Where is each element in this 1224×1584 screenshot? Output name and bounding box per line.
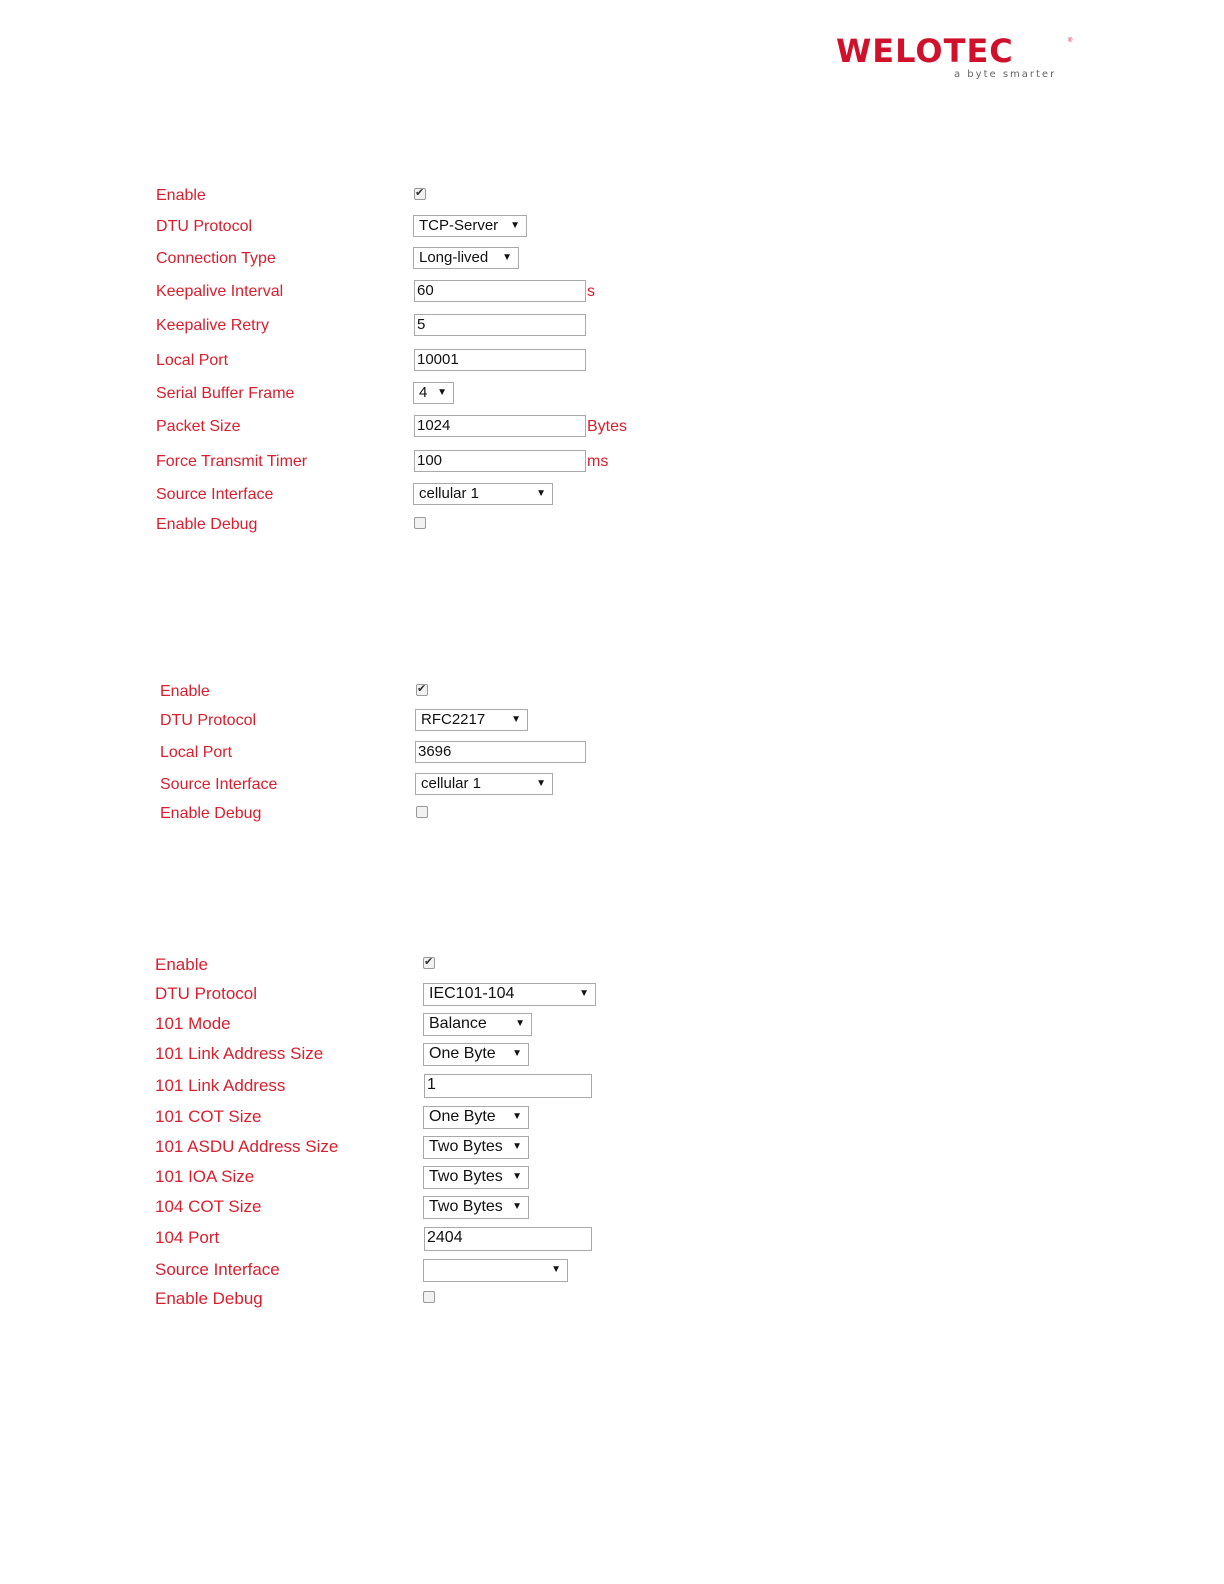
mode-101-label: 101 Mode [155, 1014, 231, 1033]
cot-size-104-label: 104 COT Size [155, 1197, 262, 1216]
chevron-down-icon: ▼ [512, 1141, 522, 1152]
chevron-down-icon: ▼ [437, 387, 447, 398]
serial-buffer-frame-value: 4 [419, 384, 428, 401]
ioa-size-101-label: 101 IOA Size [155, 1167, 255, 1186]
source-interface-select[interactable] [423, 1259, 568, 1282]
packet-size-input[interactable]: 1024 [414, 415, 586, 437]
chevron-down-icon: ▼ [536, 488, 546, 499]
source-interface-label: Source Interface [156, 486, 274, 503]
link-address-size-101-value: One Byte [429, 1045, 496, 1062]
source-interface-value: cellular 1 [419, 485, 480, 502]
cot-size-101-value: One Byte [429, 1108, 496, 1125]
serial-buffer-frame-select[interactable] [413, 382, 454, 404]
chevron-down-icon: ▼ [551, 1264, 561, 1275]
dtu-protocol-label: DTU Protocol [160, 712, 257, 729]
connection-type-label: Connection Type [156, 250, 276, 267]
chevron-down-icon: ▼ [511, 714, 521, 725]
chevron-down-icon: ▼ [512, 1048, 522, 1059]
registered-mark: ® [1068, 38, 1073, 44]
chevron-down-icon: ▼ [579, 988, 589, 999]
enable-label: Enable [156, 187, 206, 204]
ioa-size-101-select[interactable] [423, 1166, 529, 1189]
force-transmit-timer-input[interactable]: 100 [414, 450, 586, 472]
logo-tagline: a byte smarter [954, 69, 1057, 80]
enable-label: Enable [160, 683, 210, 700]
logo-wordmark: WELOTEC [836, 32, 1014, 70]
source-interface-label: Source Interface [155, 1260, 280, 1279]
dtu-protocol-value: TCP-Server [419, 217, 499, 234]
asdu-address-size-101-label: 101 ASDU Address Size [155, 1137, 339, 1156]
keepalive-retry-input[interactable]: 5 [414, 314, 586, 336]
chevron-down-icon: ▼ [536, 778, 546, 789]
keepalive-interval-unit: s [587, 283, 595, 300]
enable-checkbox[interactable] [416, 684, 428, 696]
mode-101-select[interactable] [423, 1013, 532, 1036]
port-104-input[interactable]: 2404 [424, 1227, 592, 1251]
enable-debug-checkbox[interactable] [416, 806, 428, 818]
force-transmit-timer-unit: ms [587, 453, 609, 470]
connection-type-select[interactable] [413, 247, 519, 269]
asdu-address-size-101-value: Two Bytes [429, 1138, 503, 1155]
dtu-protocol-label: DTU Protocol [155, 984, 258, 1003]
ioa-size-101-value: Two Bytes [429, 1168, 503, 1185]
cot-size-101-label: 101 COT Size [155, 1107, 262, 1126]
cot-size-104-select[interactable] [423, 1196, 529, 1219]
port-104-label: 104 Port [155, 1228, 220, 1247]
link-address-101-input[interactable]: 1 [424, 1074, 592, 1098]
serial-buffer-frame-label: Serial Buffer Frame [156, 385, 295, 402]
link-address-size-101-label: 101 Link Address Size [155, 1044, 324, 1063]
local-port-label: Local Port [156, 352, 229, 369]
enable-label: Enable [155, 955, 208, 974]
dtu-protocol-label: DTU Protocol [156, 218, 253, 235]
dtu-protocol-value: RFC2217 [421, 711, 486, 728]
dtu-protocol-select[interactable] [423, 983, 596, 1006]
keepalive-interval-label: Keepalive Interval [156, 283, 284, 300]
enable-debug-label: Enable Debug [160, 805, 262, 822]
source-interface-value: cellular 1 [421, 775, 482, 792]
keepalive-interval-input[interactable]: 60 [414, 280, 586, 302]
local-port-input[interactable]: 10001 [414, 349, 586, 371]
dtu-protocol-select[interactable] [413, 215, 527, 237]
chevron-down-icon: ▼ [512, 1201, 522, 1212]
packet-size-unit: Bytes [587, 418, 628, 435]
enable-checkbox[interactable] [414, 188, 426, 200]
source-interface-select[interactable] [413, 483, 553, 505]
chevron-down-icon: ▼ [510, 220, 520, 231]
packet-size-label: Packet Size [156, 418, 241, 435]
enable-debug-label: Enable Debug [156, 516, 258, 533]
chevron-down-icon: ▼ [512, 1111, 522, 1122]
chevron-down-icon: ▼ [515, 1018, 525, 1029]
force-transmit-timer-label: Force Transmit Timer [156, 453, 308, 470]
local-port-label: Local Port [160, 744, 233, 761]
mode-101-value: Balance [429, 1015, 487, 1032]
cot-size-104-value: Two Bytes [429, 1198, 503, 1215]
enable-debug-label: Enable Debug [155, 1289, 263, 1308]
source-interface-select[interactable] [415, 773, 553, 795]
chevron-down-icon: ▼ [512, 1171, 522, 1182]
link-address-size-101-select[interactable] [423, 1043, 529, 1066]
cot-size-101-select[interactable] [423, 1106, 529, 1129]
dtu-protocol-select[interactable] [415, 709, 528, 731]
link-address-101-label: 101 Link Address [155, 1076, 286, 1095]
welotec-logo [836, 34, 1076, 84]
asdu-address-size-101-select[interactable] [423, 1136, 529, 1159]
local-port-input[interactable]: 3696 [415, 741, 586, 763]
chevron-down-icon: ▼ [502, 252, 512, 263]
enable-checkbox[interactable] [423, 957, 435, 969]
dtu-protocol-value: IEC101-104 [429, 985, 515, 1002]
keepalive-retry-label: Keepalive Retry [156, 317, 269, 334]
enable-debug-checkbox[interactable] [423, 1291, 435, 1303]
enable-debug-checkbox[interactable] [414, 517, 426, 529]
source-interface-label: Source Interface [160, 776, 278, 793]
connection-type-value: Long-lived [419, 249, 489, 266]
